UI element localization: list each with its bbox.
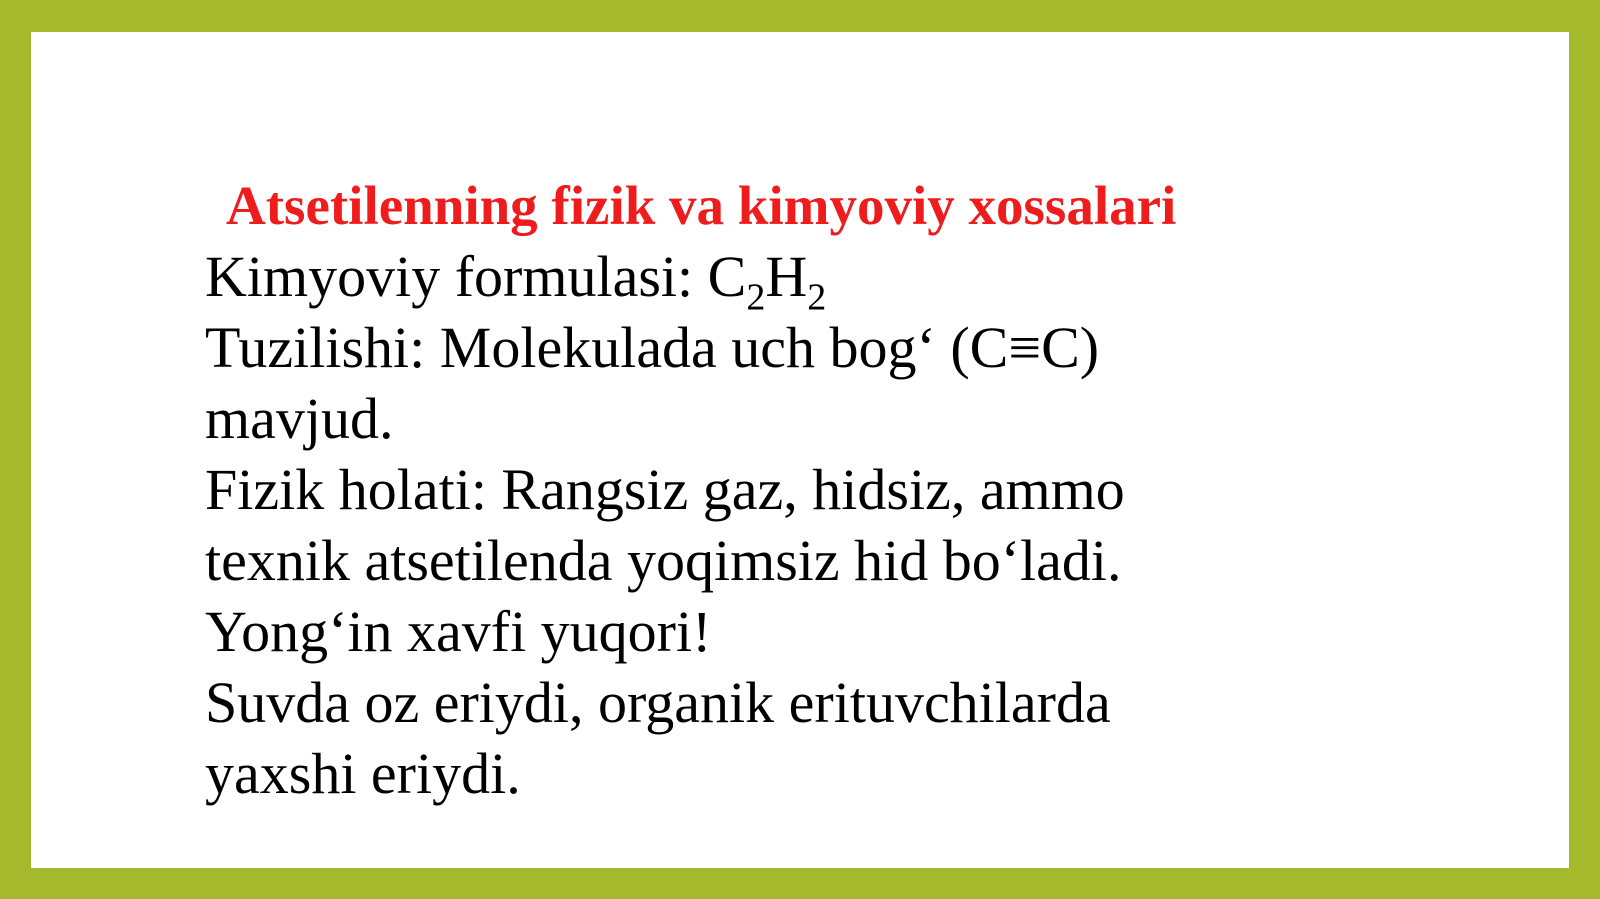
fire-hazard-line: Yong‘in xavfi yuqori!: [205, 599, 712, 664]
slide: [31, 32, 1569, 868]
structure-line-cont: mavjud.: [205, 386, 394, 451]
slide-content: [205, 173, 1205, 809]
structure-line: Tuzilishi: Molekulada uch bog‘ (C≡C): [205, 315, 1100, 380]
physical-state-line-cont: texnik atsetilenda yoqimsiz hid bo‘ladi.: [205, 528, 1122, 593]
solubility-line-cont: yaxshi eriydi.: [205, 741, 521, 806]
formula-line: [205, 241, 1205, 319]
formula-element-h: H: [765, 244, 808, 309]
formula-element-c: C: [707, 244, 747, 309]
formula-subscript-h: 2: [807, 276, 827, 319]
solubility-line: Suvda oz eriydi, organik erituvchilarda: [205, 670, 1111, 735]
formula-subscript-c: 2: [746, 276, 766, 319]
slide-title: Atsetilenning fizik va kimyoviy xossalari: [226, 175, 1177, 236]
formula-label: Kimyoviy formulasi:: [205, 244, 708, 309]
physical-state-line: Fizik holati: Rangsiz gaz, hidsiz, ammo: [205, 457, 1125, 522]
